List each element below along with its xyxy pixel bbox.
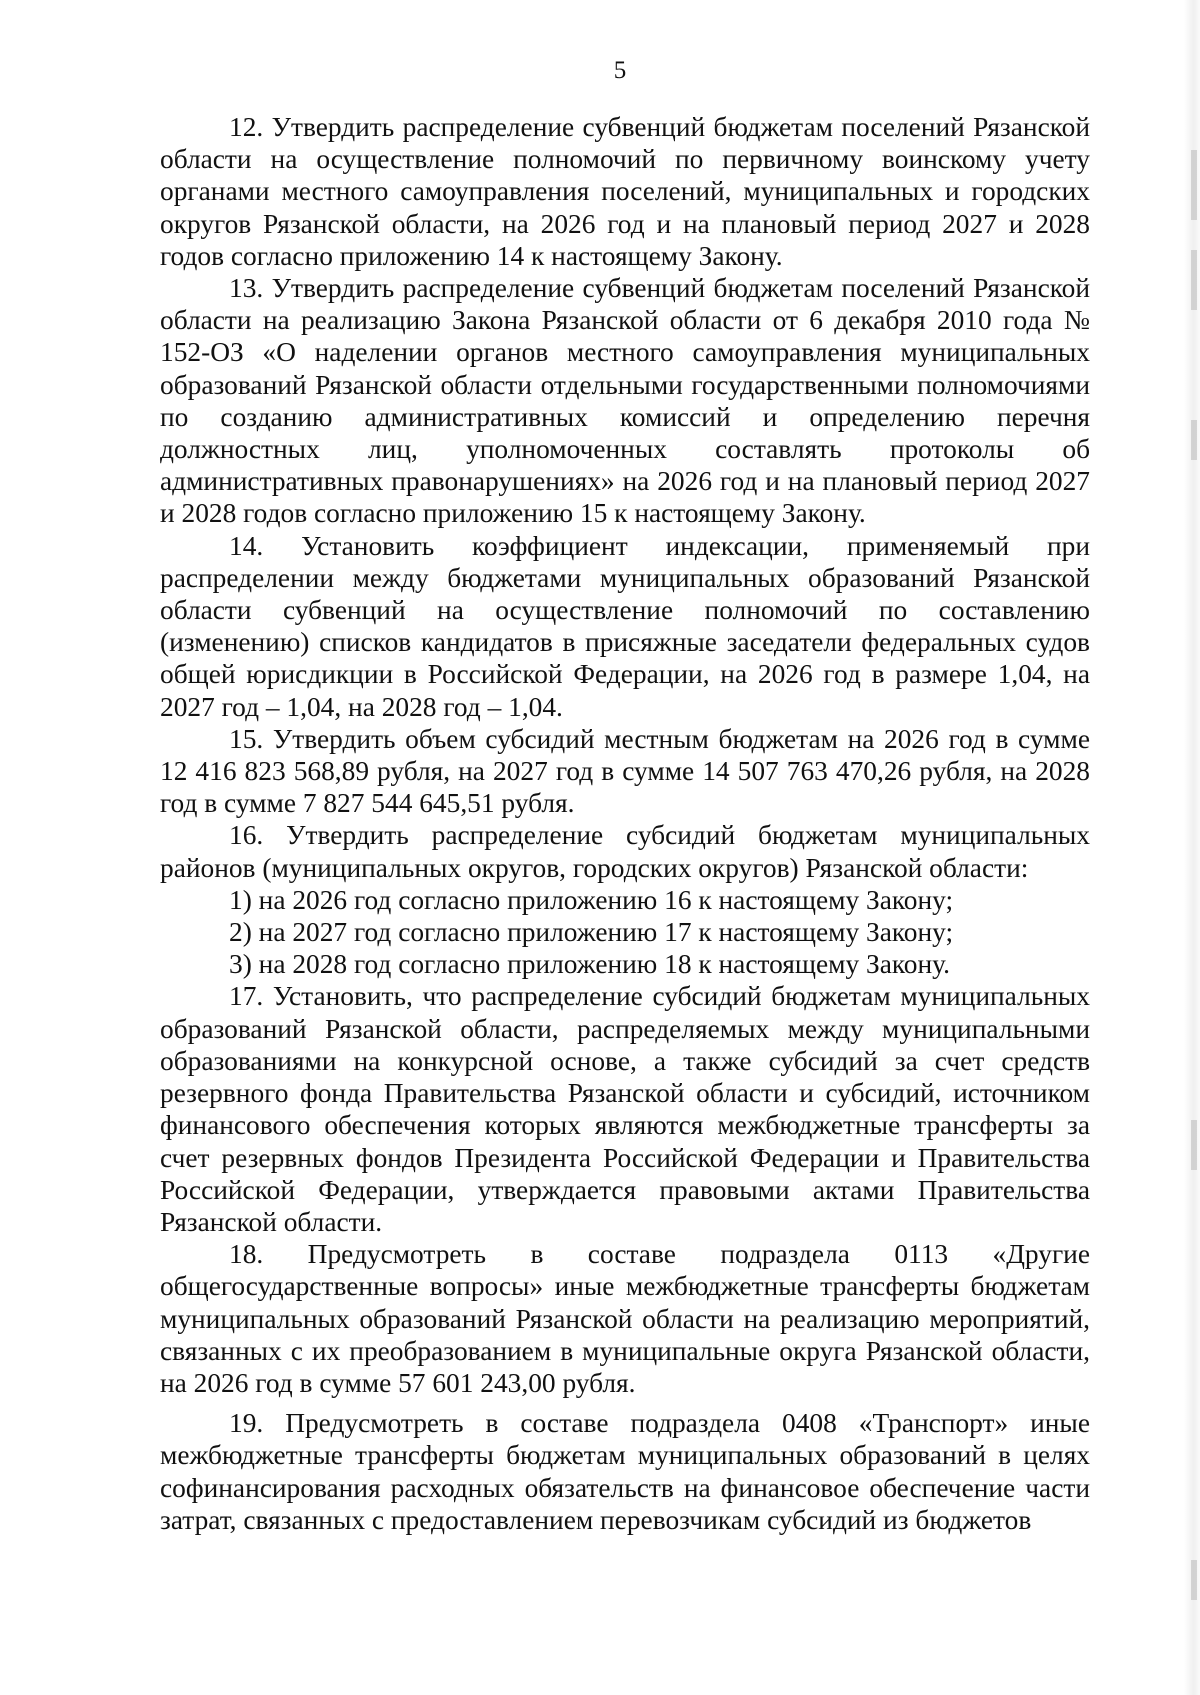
paragraph-15: 15. Утвердить объем субсидий местным бюджетам на 2026 год в сумме 12 416 823 568,89 рубля, на 2027 год в сумме 14 507 763 470,26 рубля, на 2028 год в сумме 7 827 544 645,51 рубля. (160, 723, 1090, 819)
scan-mark (1191, 1120, 1197, 1170)
scan-mark (1191, 420, 1197, 460)
page-number: 5 (613, 57, 627, 84)
paragraph-14: 14. Установить коэффициент индексации, применяемый при распределении между бюджетами муниципальных образований Рязанской области субвенций на осуществление полномочий по составлению (изменению) списков кандидатов в присяжные заседатели федеральных судов общей юрисдикции в Российской Федерации, на 2026 год в размере 1,04, на 2027 год – 1,04, на 2028 год – 1,04. (160, 530, 1090, 722)
scan-mark (1191, 1560, 1197, 1600)
paragraph-19: 19. Предусмотреть в составе подраздела 0408 «Транспорт» иные межбюджетные трансферты бюджетам муниципальных образований в целях софинансирования расходных обязательств на финансовое обеспечение части затрат, связанных с предоставлением перевозчикам субсидий из бюджетов (160, 1408, 1090, 1535)
paragraph-18: 18. Предусмотреть в составе подраздела 0113 «Другие общегосударственные вопросы» иные межбюджетные трансферты бюджетам муниципальных образований Рязанской области на реализацию мероприятий, связанных с их преобразованием в муниципальные округа Рязанской области, на 2026 год в сумме 57 601 243,00 рубля. (160, 1239, 1090, 1398)
paragraph-16-item-3: 3) на 2028 год согласно приложению 18 к настоящему Закону. (229, 949, 950, 980)
scan-edge-shadow (1184, 0, 1200, 1695)
paragraph-13: 13. Утвердить распределение субвенций бюджетам поселений Рязанской области на реализацию Закона Рязанской области от 6 декабря 2010 года № 152-ОЗ «О наделении органов местного самоуправления муниципальных образований Рязанской области отдельными государственными полномочиями по созданию административных комиссий и определению перечня должностных лиц, уполномоченных составлять протоколы об административных правонарушениях» на 2026 год и на плановый период 2027 и 2028 годов согласно приложению 15 к настоящему Закону. (160, 273, 1090, 529)
paragraph-12: 12. Утвердить распределение субвенций бюджетам поселений Рязанской области на осуществление полномочий по первичному воинскому учету органами местного самоуправления поселений, муниципальных и городских округов Рязанской области, на 2026 год и на плановый период 2027 и 2028 годов согласно приложению 14 к настоящему Закону. (160, 112, 1090, 271)
paragraph-16: 16. Утвердить распределение субсидий бюджетам муниципальных районов (муниципальных округов, городских округов) Рязанской области: (160, 820, 1090, 883)
scan-mark (1191, 150, 1197, 220)
scan-mark (1191, 250, 1197, 310)
paragraph-17: 17. Установить, что распределение субсидий бюджетам муниципальных образований Рязанской области, распределяемых между муниципальными образованиями на конкурсной основе, а также субсидий за счет средств резервного фонда Правительства Рязанской области и субсидий, источником финансового обеспечения которых являются межбюджетные трансферты за счет резервных фондов Президента Российской Федерации и Правительства Российской Федерации, утверждается правовыми актами Правительства Рязанской области. (160, 981, 1090, 1237)
document-body (160, 111, 1090, 1536)
paragraph-16-item-2: 2) на 2027 год согласно приложению 17 к настоящему Закону; (229, 917, 954, 948)
paragraph-16-item-1: 1) на 2026 год согласно приложению 16 к настоящему Закону; (229, 884, 954, 915)
